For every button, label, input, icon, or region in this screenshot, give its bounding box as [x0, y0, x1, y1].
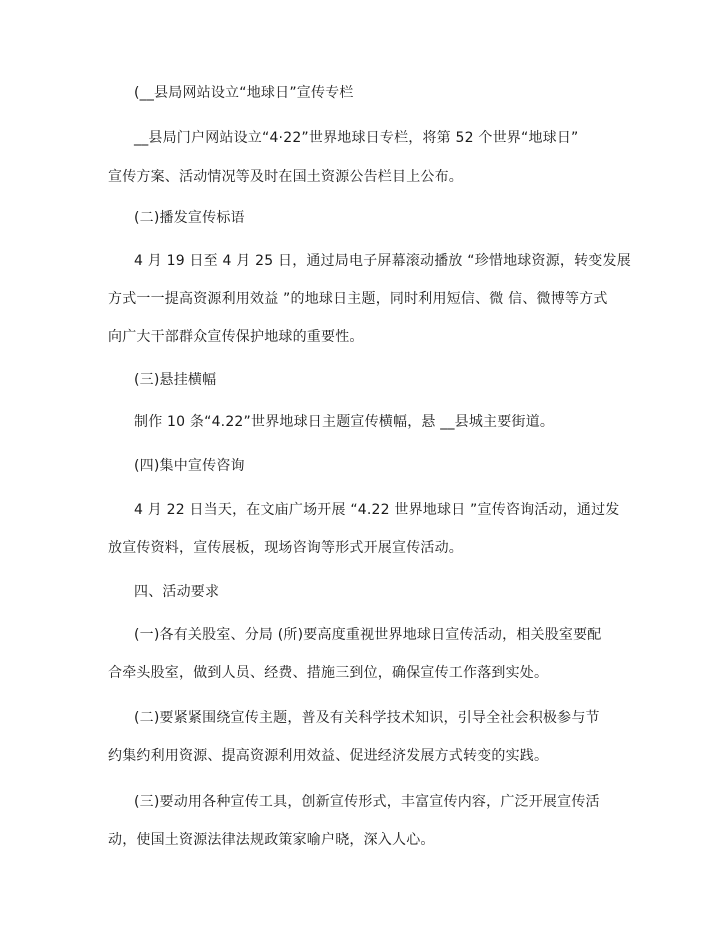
paragraph-2: [108, 251, 631, 347]
paragraph-1-line-1: __县局门户网站设立“4·22”世界地球日专栏，将第 52 个世界“地球日”: [134, 130, 579, 146]
paragraph-4: [108, 500, 620, 558]
paragraph-1-line-2: 宣传方案、活动情况等及时在国土资源公告栏目上公布。: [108, 169, 463, 185]
paragraph-7: [108, 792, 614, 850]
paragraph-3: 制作 10 条“4.22”世界地球日主题宣传横幅，悬 __县城主要街道。: [134, 414, 555, 430]
paragraph-5-line-1: (一)各有关股室、分局 (所)要高度重视世界地球日宣传活动，相关股室要配: [134, 627, 602, 643]
paragraph-1: [108, 128, 614, 187]
paragraph-5: [108, 625, 614, 683]
paragraph-4-line-2: 放宣传资料，宣传展板，现场咨询等形式开展宣传活动。: [108, 540, 463, 556]
paragraph-6-line-1: (二)要紧紧围绕宣传主题，普及有关科学技术知识，引导全社会积极参与节: [134, 710, 600, 726]
paragraph-2-line-1: 4 月 19 日至 4 月 25 日，通过局电子屏幕滚动播放 “珍惜地球资源，转变发展: [134, 253, 631, 269]
paragraph-6-line-2: 约集约利用资源、提高资源利用效益、促进经济发展方式转变的实践。: [108, 748, 549, 764]
section-heading-5: 四、活动要求: [134, 584, 220, 600]
paragraph-6: [108, 708, 614, 766]
paragraph-5-line-2: 合牵头股室，做到人员、经费、措施三到位，确保宣传工作落到实处。: [108, 665, 549, 681]
section-heading-3: (三)悬挂横幅: [134, 372, 217, 388]
section-heading-1: (__县局网站设立“地球日”宣传专栏: [134, 85, 354, 101]
paragraph-4-line-1: 4 月 22 日当天，在文庙广场开展 “4.22 世界地球日 ”宣传咨询活动，通过发: [134, 502, 620, 518]
paragraph-2-line-3: 向广大干部群众宣传保护地球的重要性。: [108, 329, 364, 345]
paragraph-7-line-2: 动，使国土资源法律法规政策家喻户晓，深入人心。: [108, 832, 435, 848]
section-heading-4: (四)集中宣传咨询: [134, 458, 245, 474]
section-heading-2: (二)播发宣传标语: [134, 210, 245, 226]
paragraph-7-line-1: (三)要动用各种宣传工具，创新宣传形式，丰富宣传内容，广泛开展宣传活: [134, 794, 600, 810]
paragraph-2-line-2: 方式一一提高资源利用效益 ”的地球日主题，同时利用短信、微 信、微博等方式: [108, 291, 608, 307]
